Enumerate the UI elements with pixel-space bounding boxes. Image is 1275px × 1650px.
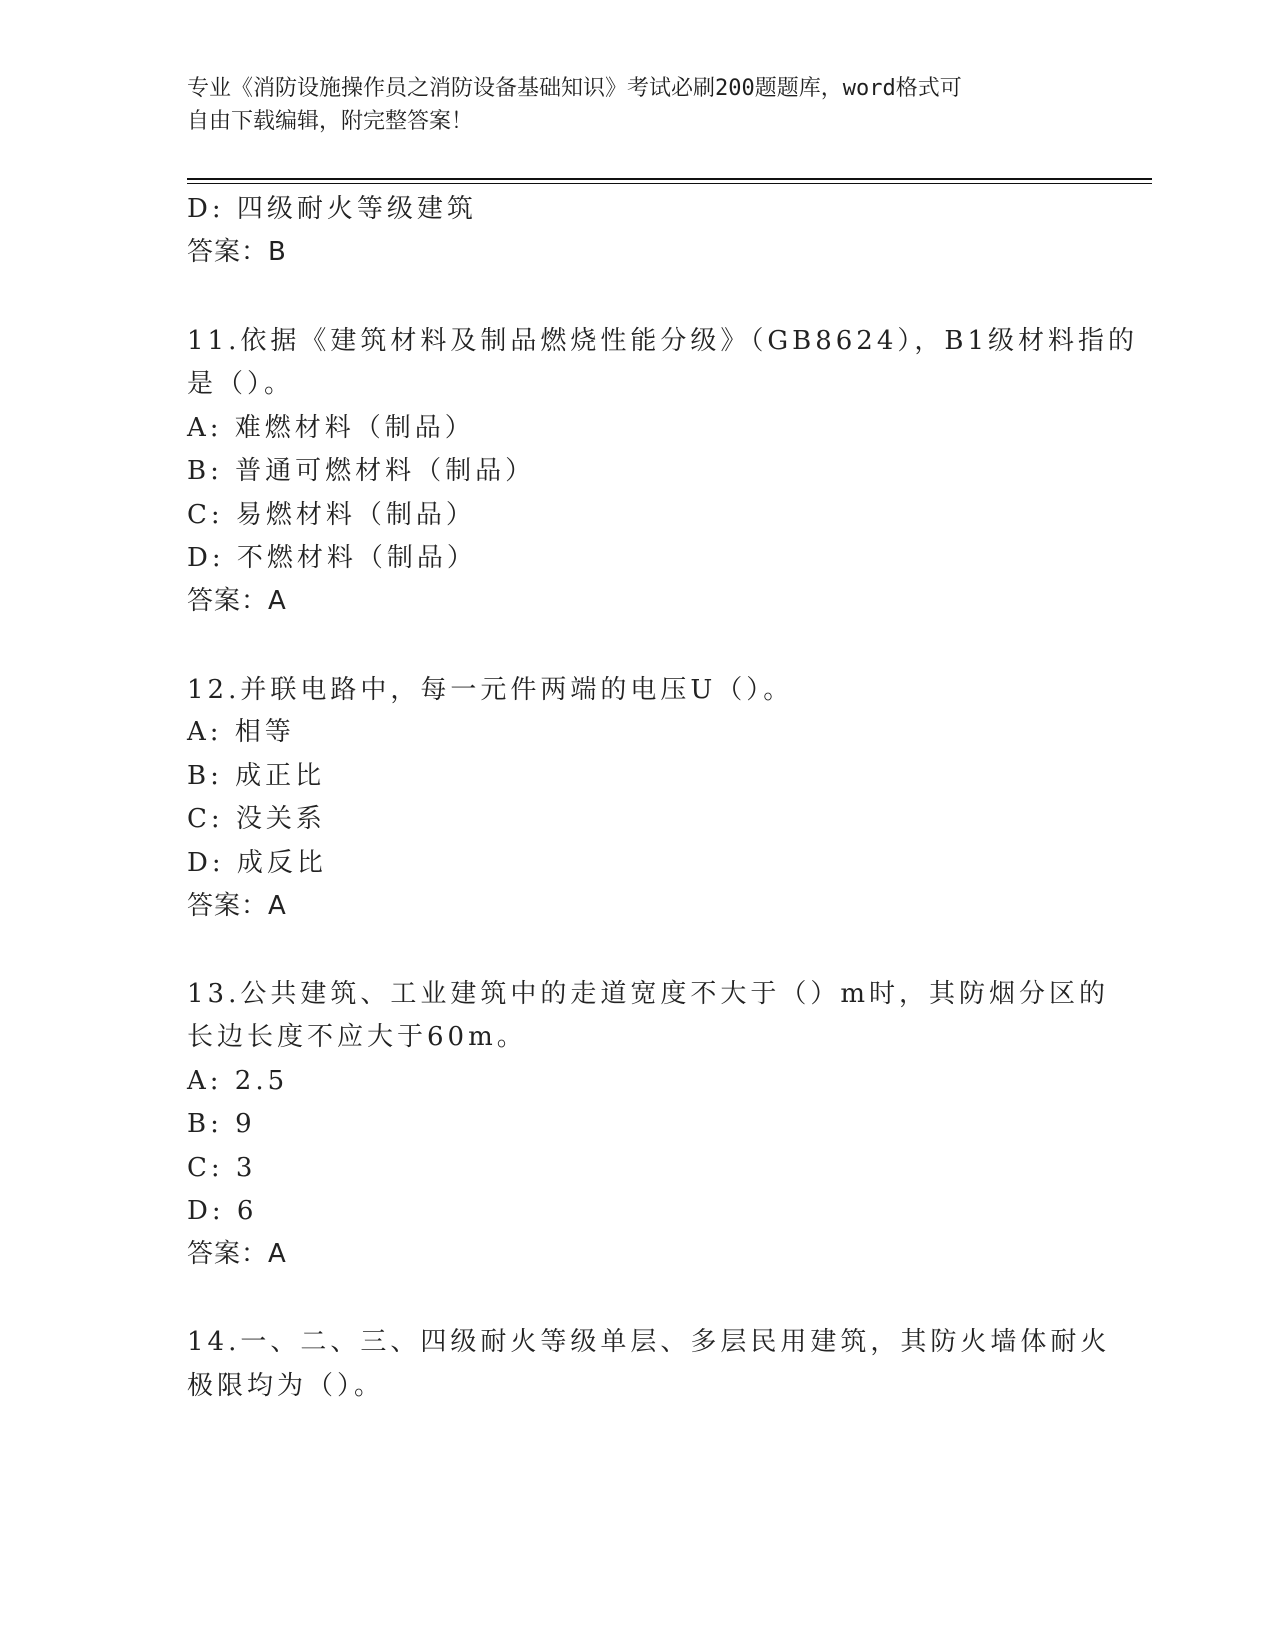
question-11-option-d: D: 不燃材料（制品） <box>187 543 477 573</box>
question-14-stem: 14.一、二、三、四级耐火等级单层、多层民用建筑，其防火墙体耐火 <box>187 1327 1111 1357</box>
question-12-answer: 答案：A <box>187 891 287 921</box>
question-13-option-c: C: 3 <box>187 1153 257 1183</box>
question-11-answer: 答案：A <box>187 586 287 616</box>
question-12-stem: 12.并联电路中，每一元件两端的电压U（）。 <box>187 675 794 705</box>
question-12-option-c: C: 没关系 <box>187 804 326 834</box>
document-header <box>187 72 1067 138</box>
question-12-option-d: D: 成反比 <box>187 848 327 878</box>
question-13-stem-cont: 长边长度不应大于60m。 <box>187 1022 527 1052</box>
question-13-option-a: A: 2.5 <box>187 1066 289 1096</box>
answer-label: 答案：B <box>187 237 287 267</box>
question-13-option-d: D: 6 <box>187 1196 258 1226</box>
question-14-stem-cont: 极限均为（）。 <box>187 1371 385 1401</box>
header-line-2: 自由下载编辑，附完整答案！ <box>187 109 474 134</box>
question-13-answer: 答案：A <box>187 1239 287 1269</box>
header-line-1: 专业《消防设施操作员之消防设备基础知识》考试必刷200题题库，word格式可 <box>187 76 962 101</box>
header-rule-thin <box>187 183 1152 184</box>
question-11-option-b: B: 普通可燃材料（制品） <box>187 456 536 486</box>
question-11-stem-cont: 是（）。 <box>187 369 295 399</box>
option-d: D: 四级耐火等级建筑 <box>187 194 477 224</box>
header-rule-thick <box>187 178 1152 180</box>
question-11-option-a: A: 难燃材料（制品） <box>187 413 475 443</box>
question-11-stem: 11.依据《建筑材料及制品燃烧性能分级》（GB8624），B1级材料指的 <box>187 326 1139 356</box>
question-12-option-a: A: 相等 <box>187 717 295 747</box>
question-13-option-b: B: 9 <box>187 1109 256 1139</box>
question-13-stem: 13.公共建筑、工业建筑中的走道宽度不大于（）m时，其防烟分区的 <box>187 979 1110 1009</box>
question-12-option-b: B: 成正比 <box>187 761 326 791</box>
question-11-option-c: C: 易燃材料（制品） <box>187 500 476 530</box>
